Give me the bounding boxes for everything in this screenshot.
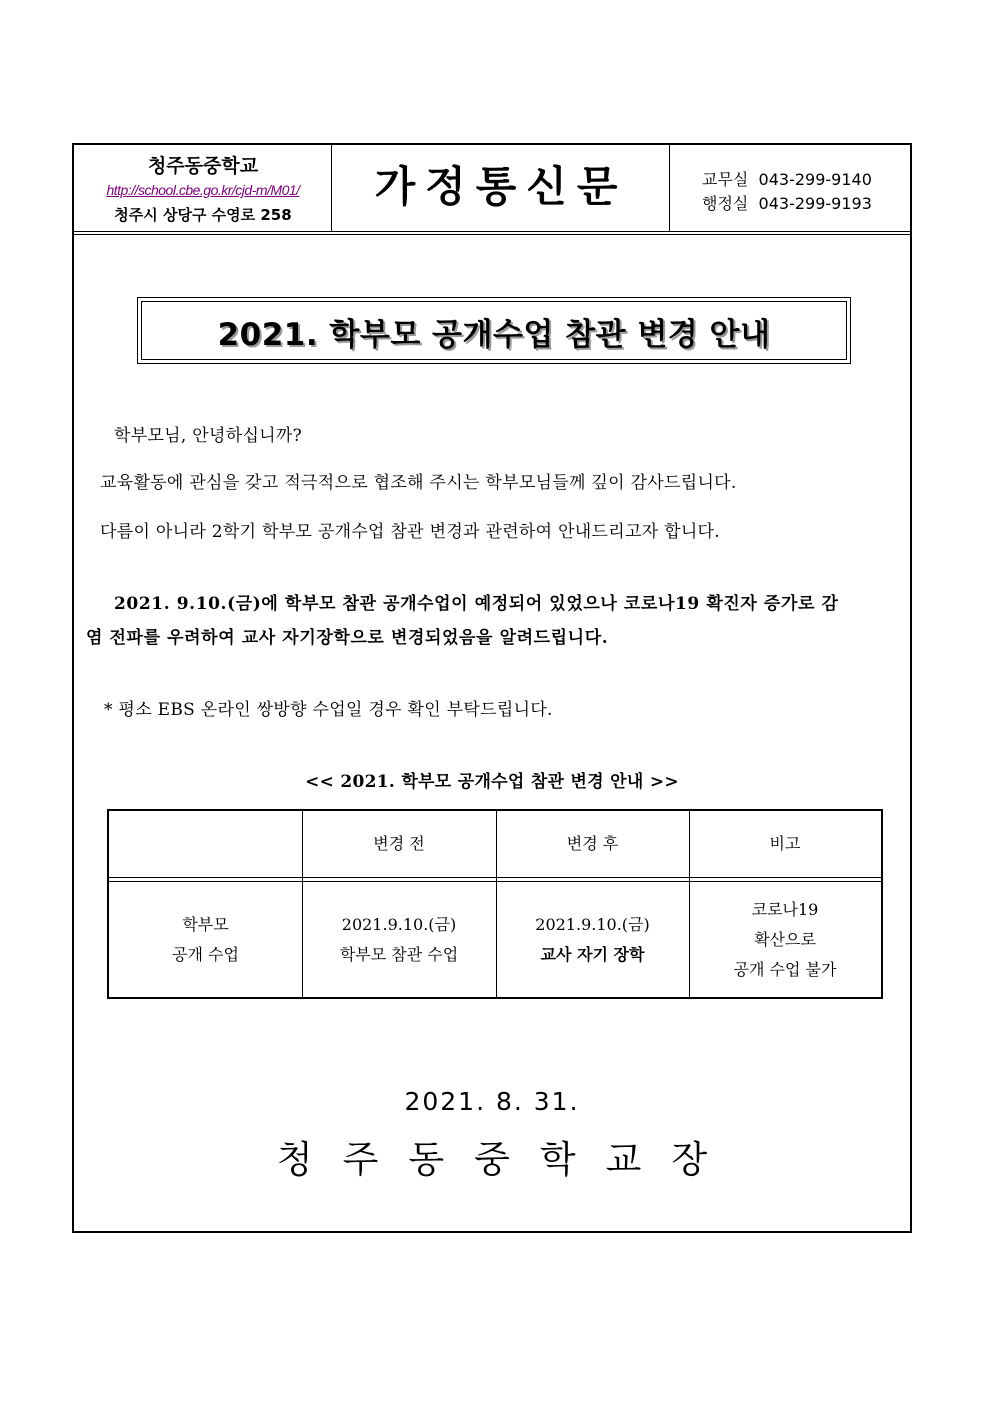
cell-line: 학부모 참관 수업 [339,944,459,964]
contact-academic-office [702,167,872,190]
cell-line: 코로나19 [751,899,819,919]
contact-admin-office [702,191,872,214]
note-paragraph: * 평소 EBS 온라인 쌍방향 수업일 경우 확인 부탁드립니다. [104,700,553,720]
school-address: 청주시 상당구 수영로 258 [114,206,292,224]
principal-signature: 청주동중학교장 [276,1138,738,1181]
newsletter-header [74,145,910,232]
table-cell-before [302,882,496,997]
intro-paragraph: 다름이 아니라 2학기 학부모 공개수업 참관 변경과 관련하여 안내드리고자 합니다. [100,522,720,542]
cell-line: 학부모 [182,914,229,934]
masthead-cell [332,145,670,231]
notice-title-box [137,297,851,364]
school-url-link[interactable]: http://school.cbe.go.kr/cjd-m/M01/ [106,182,300,198]
header-double-rule [74,234,910,235]
contact-label: 교무실 [702,170,749,189]
issue-date: 2021. 8. 31. [404,1087,580,1116]
school-info-cell [74,145,332,231]
contact-phone: 043-299-9193 [758,194,872,213]
newsletter-frame [72,143,912,1233]
contact-cell [670,145,910,231]
masthead-title: 가정통신문 [374,162,628,211]
cell-line: 확산으로 [754,929,816,949]
table-header-remark: 비고 [769,834,801,853]
table-cell-remark [689,882,881,997]
table-header-cell [109,811,302,877]
contact-label: 행정실 [702,194,749,213]
notice-paragraph-line1: 2021. 9.10.(금)에 학부모 참관 공개수업이 예정되어 있었으나 코로나19 확진자 증가로 감 [114,594,839,614]
contact-phone: 043-299-9140 [758,170,872,189]
table-cell-after [496,882,689,997]
cell-line: 교사 자기 장학 [540,944,645,964]
table-header-before: 변경 전 [373,834,425,853]
cell-line: 공개 수업 [172,944,239,964]
table-cell-category [109,882,302,997]
table-header-after: 변경 후 [566,834,619,853]
notice-paragraph-line2: 염 전파를 우려하여 교사 자기장학으로 변경되었음을 알려드립니다. [86,628,609,648]
greeting-paragraph: 학부모님, 안녕하십니까? [114,426,303,446]
notice-title: 2021. 학부모 공개수업 참관 변경 안내 [217,317,771,353]
school-name: 청주동중학교 [147,155,259,177]
table-caption: << 2021. 학부모 공개수업 참관 변경 안내 >> [305,772,679,792]
cell-line: 2021.9.10.(금) [535,914,650,934]
cell-line: 공개 수업 불가 [733,959,837,979]
table-header-divider [109,877,881,878]
change-table [107,809,883,999]
thanks-paragraph: 교육활동에 관심을 갖고 적극적으로 협조해 주시는 학부모님들께 깊이 감사드립니다. [100,473,737,493]
cell-line: 2021.9.10.(금) [341,914,457,934]
